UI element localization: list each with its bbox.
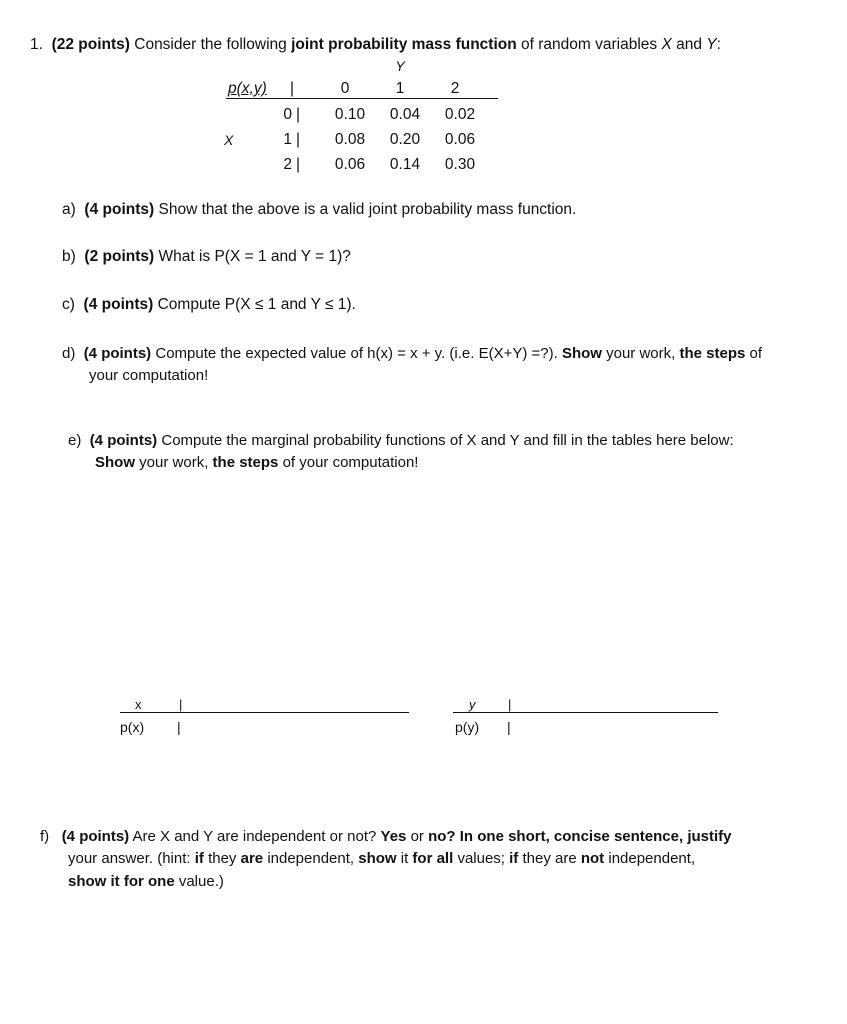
question-text: Consider the following xyxy=(134,36,287,53)
part-f-line2 xyxy=(68,850,695,867)
part-d-show: Show xyxy=(561,345,602,362)
x-value-2: 2 xyxy=(283,156,292,173)
part-d-of: of xyxy=(749,345,763,362)
part-f-justify: In one short, concise sentence, justify xyxy=(459,828,732,845)
part-f-they: they xyxy=(208,850,237,867)
cell-0-1: 0.04 xyxy=(389,106,421,123)
marginal-x-sep-2: | xyxy=(177,719,181,735)
marginal-y-sep-2: | xyxy=(507,719,511,735)
part-d-text: Compute the expected value of h(x) = x + y. (i.e. E(X+Y) =?). xyxy=(155,345,558,362)
x-value-1: 1 xyxy=(283,131,292,148)
part-e-points: (4 points) xyxy=(89,432,158,449)
part-f-show-one: show it for one xyxy=(68,873,175,890)
part-f-no: no? xyxy=(428,828,456,845)
cell-0-2: 0.02 xyxy=(444,106,476,123)
table-corner-label: p(x,y) xyxy=(228,80,267,97)
part-b-label: b) xyxy=(62,248,76,265)
marginal-x-prob: p(x) xyxy=(120,719,145,735)
y-value-1: 1 xyxy=(395,80,405,97)
y-value-2: 2 xyxy=(450,80,460,97)
row-sep: | xyxy=(296,156,301,173)
part-b xyxy=(62,248,351,266)
part-f-or: or xyxy=(410,828,424,845)
part-d-your-work: your work, xyxy=(606,345,676,362)
var-x: X xyxy=(661,36,672,53)
part-c-text: Compute P(X ≤ 1 and Y ≤ 1). xyxy=(157,296,356,313)
marginal-x-rule xyxy=(120,712,409,713)
cell-1-0: 0.08 xyxy=(334,131,366,148)
part-f-if-2: if xyxy=(509,850,519,867)
part-d-points: (4 points) xyxy=(83,345,152,362)
part-f-line3 xyxy=(68,873,224,890)
part-e-your-work: your work, xyxy=(139,454,209,471)
part-f-yes: Yes xyxy=(380,828,407,845)
var-y: Y xyxy=(706,36,717,53)
table-header-sep: | xyxy=(290,80,295,97)
question-and: and xyxy=(676,36,702,53)
marginal-y-prob: p(y) xyxy=(455,719,480,735)
question-points: (22 points) xyxy=(51,36,130,53)
part-f xyxy=(40,828,732,845)
part-d-line2: your computation! xyxy=(89,367,209,384)
part-f-values: values; xyxy=(457,850,505,867)
marginal-x-sep: | xyxy=(179,697,183,712)
question-text-2: of random variables xyxy=(521,36,658,53)
marginal-y-sep: | xyxy=(508,697,512,712)
marginal-y-var: y xyxy=(469,697,476,712)
part-c-points: (4 points) xyxy=(83,296,154,313)
part-f-are: are xyxy=(240,850,264,867)
part-d-label: d) xyxy=(62,345,76,362)
part-e-text: Compute the marginal probability functions of X and Y and fill in the tables here below: xyxy=(161,432,734,449)
cell-1-1: 0.20 xyxy=(389,131,421,148)
part-b-text: What is P(X = 1 and Y = 1)? xyxy=(158,248,351,265)
part-a xyxy=(62,201,576,219)
part-f-they-are: they are xyxy=(522,850,577,867)
question-bold-term: joint probability mass function xyxy=(291,36,517,53)
part-a-text: Show that the above is a valid joint probability mass function. xyxy=(158,201,577,218)
part-f-independent-2: independent, xyxy=(608,850,696,867)
part-d xyxy=(62,345,762,362)
cell-2-2: 0.30 xyxy=(444,156,476,173)
marginal-y-rule xyxy=(453,712,718,713)
table-header-rule xyxy=(226,98,498,99)
part-f-value: value.) xyxy=(178,873,224,890)
part-f-it: it xyxy=(400,850,409,867)
part-c-label: c) xyxy=(62,296,75,313)
question-1-heading xyxy=(30,36,721,54)
part-f-if: if xyxy=(194,850,204,867)
cell-0-0: 0.10 xyxy=(334,106,366,123)
row-sep: | xyxy=(296,131,301,148)
part-f-label: f) xyxy=(40,828,50,845)
part-f-points: (4 points) xyxy=(61,828,130,845)
table-y-label: Y xyxy=(395,58,405,74)
part-e-line2 xyxy=(95,454,418,471)
part-f-hint: your answer. (hint: xyxy=(68,850,191,867)
part-b-points: (2 points) xyxy=(84,248,155,265)
part-e-show: Show xyxy=(95,454,135,471)
x-value-0: 0 xyxy=(283,106,292,123)
part-e-label: e) xyxy=(68,432,82,449)
part-f-independent: independent, xyxy=(267,850,355,867)
part-d-steps: the steps xyxy=(679,345,746,362)
table-x-label: X xyxy=(224,132,234,148)
row-sep: | xyxy=(296,106,301,123)
y-value-0: 0 xyxy=(340,80,350,97)
part-c xyxy=(62,296,356,314)
part-e-steps: the steps xyxy=(212,454,279,471)
part-f-not: not xyxy=(580,850,605,867)
part-f-show: show xyxy=(358,850,397,867)
cell-1-2: 0.06 xyxy=(444,131,476,148)
question-colon: : xyxy=(716,36,721,53)
marginal-x-var: x xyxy=(135,697,142,712)
part-e xyxy=(68,432,734,449)
part-f-text: Are X and Y are independent or not? xyxy=(132,828,377,845)
cell-2-0: 0.06 xyxy=(334,156,366,173)
part-a-points: (4 points) xyxy=(84,201,155,218)
question-number: 1. xyxy=(30,36,43,53)
part-f-for-all: for all xyxy=(412,850,454,867)
part-e-of-computation: of your computation! xyxy=(282,454,419,471)
part-a-label: a) xyxy=(62,201,76,218)
cell-2-1: 0.14 xyxy=(389,156,421,173)
